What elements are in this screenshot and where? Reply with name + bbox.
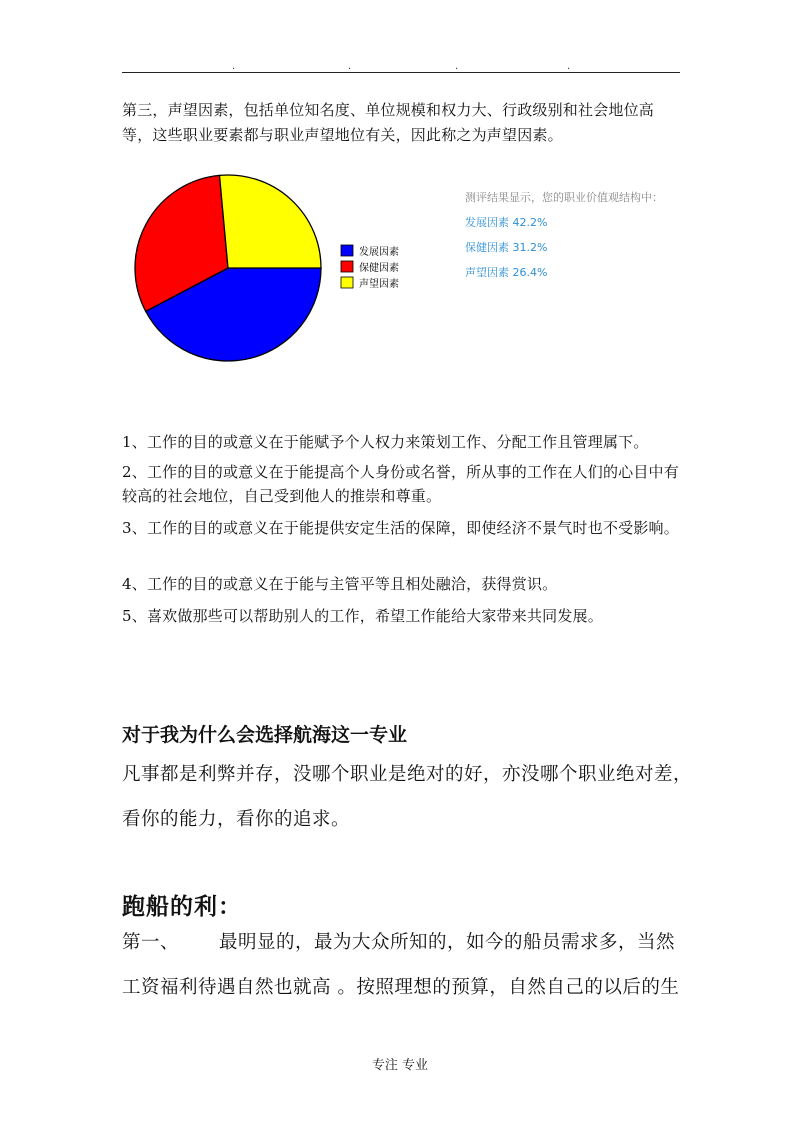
legend-label: 保健因素: [359, 263, 399, 274]
list-item: 4、工作的目的或意义在于能与主管平等且相处融洽，获得赏识。: [122, 575, 558, 593]
legend-swatch: [341, 245, 353, 256]
page-footer: 专注 专业: [371, 1058, 429, 1073]
header-dot: .: [567, 61, 571, 72]
legend-swatch: [341, 261, 353, 272]
header-dot: .: [232, 61, 236, 72]
legend-label: 发展因素: [359, 247, 399, 258]
section-heading-why-navigation: 对于我为什么会选择航海这一专业: [122, 724, 408, 746]
result-panel: [465, 190, 705, 281]
legend-swatch: [341, 277, 353, 288]
pie-slice: [220, 175, 321, 268]
list-item: 1、工作的目的或意义在于能赋予个人权力来策划工作、分配工作且管理属下。: [122, 433, 649, 451]
pie-legend: [341, 245, 399, 290]
advantage-paragraph: [122, 920, 692, 1010]
section-heading-advantages: 跑船的利：: [122, 893, 242, 920]
pie-slices: [135, 175, 321, 361]
result-prestige: 声望因素 26.4%: [465, 266, 548, 279]
legend-label: 声望因素: [359, 279, 399, 290]
list-item: 2、工作的目的或意义在于能提高个人身份或名誉，所从事的工作在人们的心目中有较高的社会地位，自己受到他人的推崇和尊重。: [122, 463, 679, 505]
result-intro: 测评结果显示，您的职业价值观结构中：: [465, 191, 663, 204]
header-dot: .: [455, 61, 459, 72]
intro-paragraph: 第三，声望因素，包括单位知名度、单位规模和权力大、行政级别和社会地位高等，这些职业要素都与职业声望地位有关，因此称之为声望因素。: [122, 101, 655, 144]
result-health: 保健因素 31.2%: [465, 241, 548, 254]
advantage-lead: 第一、: [122, 932, 180, 953]
value-structure-pie-chart: [120, 160, 420, 380]
list-item: 3、工作的目的或意义在于能提供安定生活的保障，即使经济不景气时也不受影响。: [122, 519, 679, 537]
list-item: 5、喜欢做那些可以帮助别人的工作，希望工作能给大家带来共同发展。: [122, 607, 603, 625]
header-dot: .: [348, 61, 352, 72]
result-development: 发展因素 42.2%: [465, 216, 548, 229]
header-rule: [122, 72, 680, 73]
advantage-text: 最明显的，最为大众所知的，如今的船员需求多，当然工资福利待遇自然也就高 。按照理想的预算，自然自己的以后的生: [122, 932, 680, 998]
section-body: 凡事都是利弊并存，没哪个职业是绝对的好，亦没哪个职业绝对差，看你的能力，看你的追求。: [122, 764, 693, 830]
